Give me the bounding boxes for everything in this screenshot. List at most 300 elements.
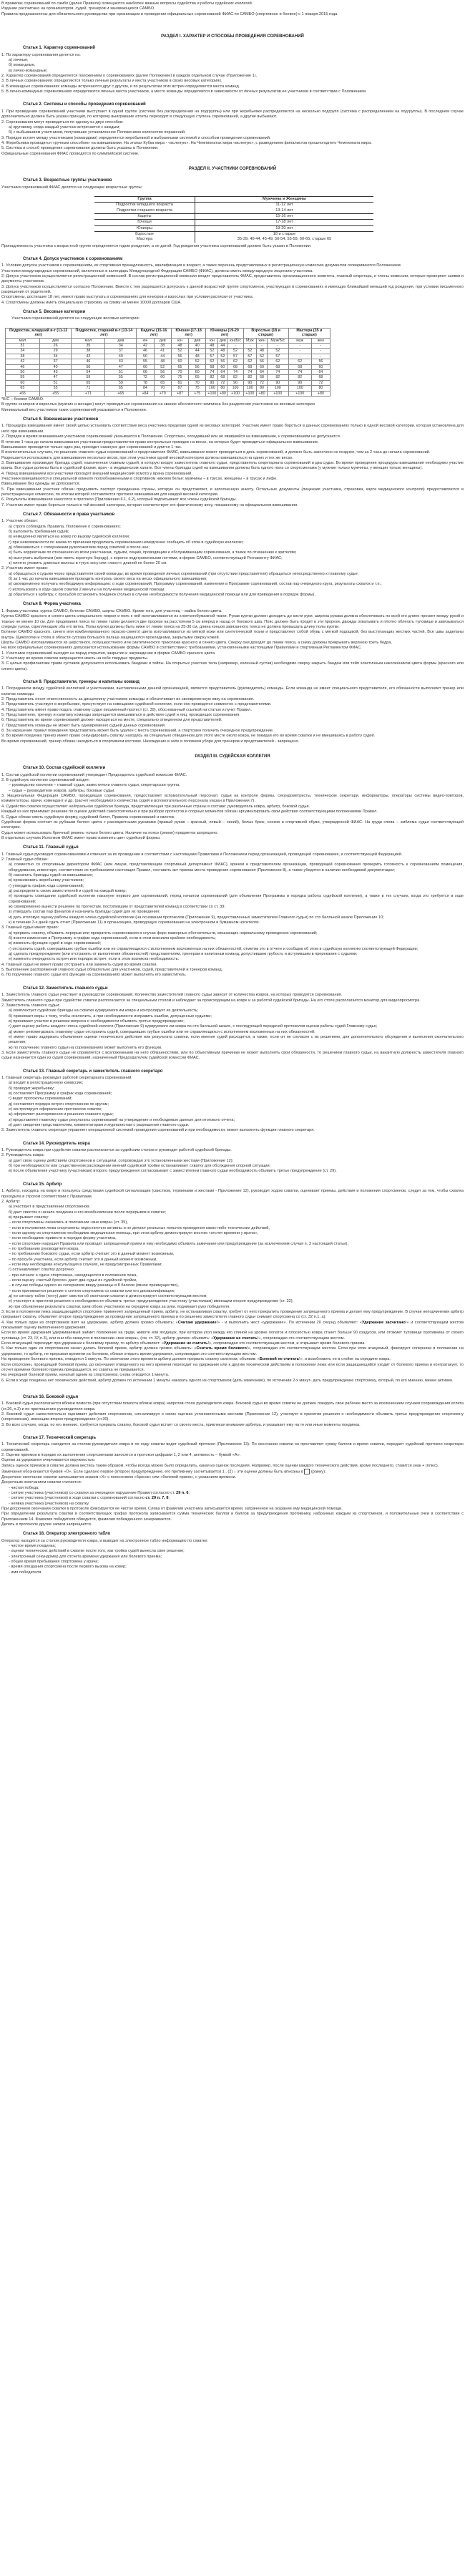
table-cell: 37 — [105, 349, 137, 354]
paragraph: Официальные соревнования ФИАС проводятся по олимпийской системе. — [1, 151, 140, 156]
table-cell: 42 — [137, 344, 154, 349]
paragraph: 5. Судья обязан иметь судейскую форму, судейский билет, Правила соревнований и свисток. — [1, 815, 175, 820]
weight-categories-table — [5, 328, 331, 397]
list-item: б) командные, — [9, 63, 36, 68]
article-body — [1, 519, 464, 598]
table-cell: 62 — [288, 359, 311, 364]
table-cell: - — [311, 344, 330, 349]
list-item: – в случае победы одного из соперников ввиду разницы в 8 баллов (явное преимущество), — [9, 1283, 179, 1288]
paragraph: 2. В судейскую коллегию соревнований входят: — [1, 778, 90, 783]
list-item: а) участвует в представлении спортсменов; — [9, 1205, 90, 1210]
list-item: б) принимает меры к тому, чтобы исключить, а при необходимости исправить ошибки, допущенные судьями; — [9, 1014, 212, 1019]
intro — [1, 1, 464, 17]
table-cell: 46 — [72, 359, 105, 364]
table-cell: 82 — [243, 375, 257, 380]
table-cell: 52 — [218, 354, 227, 359]
section-title: РАЗДЕЛ III. СУДЕЙСКАЯ КОЛЛЕГИЯ — [195, 754, 270, 759]
table-cell: 70 — [171, 370, 188, 375]
table-cell: 74 — [206, 370, 218, 375]
table-cell: 48 — [154, 359, 171, 364]
table-cell: 74 — [268, 370, 289, 375]
paragraph: Замечания обозначаются буквой «О». Если сделано первое (второе) предупреждение, его противнику засчитывается 1 , (2) – эти оценки должны быть вписаны в (рамку). — [1, 1469, 326, 1474]
paragraph: В исключительных случаях, по решению главного судьи соревнований и представителя ФИАС, взвешивание может проводиться в день соревнований, и должно быть закончено не позднее, чем за 2 часа до начала соревнований. — [1, 450, 431, 455]
paragraph: 4. Перед взвешиванием все участники проходят внешний медицинский осмотр у врача соревнований. — [1, 471, 192, 476]
table-cell: 72 — [311, 380, 330, 385]
table-cell: 44 — [189, 349, 206, 354]
table-cell: 55 — [105, 375, 137, 380]
table-row — [6, 391, 331, 396]
table-row — [94, 203, 373, 208]
intro-paragraph: Издание рассчитано на организаторов, судей, тренеров и занимающихся САМБО. — [1, 6, 155, 11]
table-cell: 90 — [288, 380, 311, 385]
table-cell: 57 — [227, 354, 243, 359]
table-cell: - — [227, 344, 243, 349]
table-row — [94, 225, 373, 231]
paragraph: 1. Руководитель ковра при судействе схватки располагается за судейским столом и руководит работой судейской бригады. — [1, 1148, 232, 1153]
table-cell: 35 — [72, 344, 105, 349]
paragraph: 3. Национальная Федерация САМБО, проводящая соревнования, предоставляет вспомогательный персонал: судьи на контроле формы, секундометристы, технические секретари, информаторы, операторы системы видео-повторов, комментаторы, врачи, комендант и др. (расчет необходимого количества судей и вспомогательного персонала указан в Приложении 7). — [1, 794, 464, 804]
list-item: е) контролирует оформление протоколов схваток; — [9, 1107, 102, 1112]
list-item: е) участвует в принятии решения о необходимости объявить третье предупреждение участнику (участникам) имеющим второе предупреждение (ст. 32); — [9, 1299, 294, 1304]
table-row — [94, 213, 373, 219]
table-cell: 31 — [6, 344, 40, 349]
paragraph: 2. Порядок и время взвешивания участников соревнований указывается в Положении. Спортсмен, опоздавший или не явившийся на взвешивание, к соревнованиям не допускается. — [1, 434, 341, 439]
table-cell: 54 — [72, 370, 105, 375]
list-item: а) строго соблюдать Правила, Положение о соревнованиях; — [9, 524, 121, 529]
paragraph: 5. Как только один из спортсменов начал делать болевой прием, арбитр должен громко объявить: «Считать время болевого!», сопровождая это соответствующим жестом. Если при этом атакуемый, фиксирует соперника в положении на удержании, то арбитр, не прерывая времени на болевом, обязан открыть время удержания, сопровождая это соответствующим жестом. — [1, 1346, 464, 1356]
list-item: а) дает свою оценку действиям спортсменов и ситуациям, сопровождая это установленными жестами (Приложение 12); — [9, 1158, 234, 1163]
table-cell: 60 — [257, 364, 268, 369]
article-body — [1, 1148, 464, 1175]
table-cell: +80 — [218, 391, 227, 396]
paragraph: 3. Взвешивание производит бригада судей, назначенная главным судьей, в которую входят заместитель главного судьи, представитель секретариата соревнований и два судьи. Во время проведения процедуры взвешивания необходимо участие врача. Все судьи должны быть в судейской форме, врач - в медицинском халате. Все члены бригады судей на взвешивании должны быть одного пола со спортсменами (у мужчин только мужчины, у женщин только женщины). — [1, 460, 464, 471]
paragraph: 2. Представитель несет ответственность за дисциплину участников команды и обеспечивает их своевременную явку на соревнования. — [1, 696, 255, 701]
table-cell: 41 — [154, 349, 171, 354]
paragraph: На проведение болевого приема, отводится 1 минута. По окончании этого времени арбитр должен прервать схватку свистком, объявив: «Болевой не считать!», и возобновить ее в стойке на середине ковра. — [1, 1357, 391, 1362]
table-cell: 57 — [268, 354, 289, 359]
table-cell: 70 — [189, 380, 206, 385]
paragraph: 4. В командных соревнованиях команды встречаются друг с другом, и по результатам этих встреч определяются места команд. — [1, 84, 240, 89]
table-cell: 100 — [243, 386, 257, 391]
table-cell: 34 — [105, 344, 137, 349]
article-body — [1, 1076, 464, 1134]
table-cell: 64 — [311, 370, 330, 375]
paragraph: 4. Жеребьевка проводится «ручным способом» на взвешивании. На этапах Кубка мира - «вслепую». На Чемпионатах мира «вслепую», с разведением финалистов прошлогоднего Чемпионата мира. — [1, 140, 372, 145]
list-item: б) выполнять требования судей; — [9, 530, 69, 534]
sub-header: жен — [311, 338, 330, 343]
table-cell: 90 — [243, 380, 257, 385]
list-item: б) внести изменения в Программу и график хода соревнований, если в этом возникла крайняя необходимость; — [9, 936, 216, 941]
table-cell: 52 — [227, 349, 243, 354]
table-cell: 52 — [257, 354, 268, 359]
table-cell: 52 — [206, 349, 218, 354]
table-cell: 80 — [257, 386, 268, 391]
paragraph: Заместитель главного судьи при судействе схватки располагается за специальным столом и наблюдает за происходящим на ковре и за работой судейской бригады. На его столе располагается монитор для видеопросмотра. — [1, 998, 421, 1003]
table-cell: 68 — [311, 375, 330, 380]
table-cell: 82 — [227, 375, 243, 380]
paragraph: 1. Условия допуска участников к соревнованиям, их спортивная принадлежность, квалификация и возраст, а также перечень представляемых в регистрационную комиссию документов оговариваются Положением. — [1, 263, 402, 268]
table-cell: 18 и старше — [273, 232, 296, 236]
article-note: Принадлежность участника к возрастной группе определяется годом рождения, а не датой. Год рождения участника соревнований должен быть указан в Положении. — [1, 243, 312, 248]
list-item: – руководство коллегии – главный судья, заместители главного судьи, секретарская группа; — [9, 783, 180, 788]
list-item: ж) оформляет распоряжения и решения главного судьи; — [9, 1112, 114, 1117]
list-item: – если оценку «чистый бросок» дают два судьи из судейской тройки, — [9, 1278, 137, 1283]
paragraph: 3. Порядок встреч между участниками (командами) определяется жеребьевкой и выбранными системой и способом проведения соревнований. — [1, 135, 271, 140]
list-item: г) отстранить судей, совершивших грубые ошибки или не справляющихся с исполнением возложенных на них обязанностей, отметив это в отчете и сообщив об этом в судейскую коллегию соответствующей Федерации; — [9, 946, 418, 951]
paragraph: 1. Участники соревнований выходят на парад открытия, закрытия и награждение в форме САМБО красного цвета. — [1, 651, 216, 656]
article-body — [1, 424, 464, 508]
list-item: а) круговому, когда каждый участник встречается с каждым; — [9, 125, 120, 130]
list-item: а) личные; — [9, 58, 29, 63]
table-cell: 100 — [227, 386, 243, 391]
list-item: - время опоздания спортсмена после первого вызова на ковер; — [9, 1565, 127, 1570]
list-item: г) ведет протоколы соревнований; — [9, 1097, 73, 1102]
paragraph: Куртка САМБО красного и синего цвета специального покроя и пояс к ней изготавливаются из хлопчатобумажной ткани. Рукав куртки должен доходить до кисти руки, ширина рукава должна обеспечивать по всей его длине просвет между рукой и тканью не менее 10 см. Для продевания пояса по линии талии делаются две прорези на расстоянии 5 см вперед и назад от бокового шва. Пояс должен быть продет в эти прорези, дважды охватывать и плотно облегать туловище и завязываться спереди узлом, скрепляющим оба его витка. Полы куртки должны быть ниже от линии пояса на 25-30 см, длина концов завязанного пояса не должна превышать длину полы куртки. — [1, 614, 464, 629]
paragraph: Ботинки САМБО красного, синего или комбинированного (красно-синего) цвета изготавливаются из мягкой кожи или синтетической ткани и представляют собой обувь с мягкой подошвой, без выступающих жестких частей. Все швы заделаны внутрь. Щиколотки и стопа в области сустава большого пальца защищаются прокладками, закрытыми сверху кожей. — [1, 630, 464, 640]
table-cell: +80 — [311, 391, 330, 396]
sub-header: дев — [218, 338, 227, 343]
list-item: - снятие участника (участников) со схватки за очередное нарушение Правил согласно ст. 29 п. 6; — [9, 1490, 190, 1495]
paragraph: 9. Во время поединка тренер имеет право секундировать схватку, находясь на специально отведенном для этого месте около ковра, не покидая его во время схватки и не вмешиваясь в работу судей. — [1, 734, 376, 739]
table-cell: 90 — [227, 380, 243, 385]
article-body — [1, 773, 464, 841]
table-row — [6, 386, 331, 391]
table-cell: 65 — [72, 380, 105, 385]
article-title: Статья 4. Допуск участников к соревнованиям — [23, 257, 123, 262]
paragraph: 2. Арбитр: — [1, 1199, 21, 1204]
list-item: - имя победителя. — [9, 1570, 42, 1575]
list-item: - чистая победа; — [9, 1485, 39, 1490]
table-cell: 60 — [171, 359, 188, 364]
paragraph: 5. Представителю, тренеру и капитану команды запрещается вмешиваться в действия судей и лиц, проводящих соревнования. — [1, 713, 240, 717]
paragraph: Досрочным окончанием схватки считается: — [1, 1480, 82, 1485]
table-cell: 43 — [39, 370, 72, 375]
table-cell: 100 — [288, 386, 311, 391]
group-header: Кадеты (15-16 лет) — [137, 328, 172, 338]
article-body — [1, 1401, 464, 1428]
table-cell: 56 — [189, 364, 206, 369]
table-cell: 48 — [189, 354, 206, 359]
intro-paragraph: Правила предназначены для обязательного руководства при организации и проведении официальных соревнований ФИАС по САМБО (спортивное и боевое) с 1 января 2015 года. — [1, 11, 338, 16]
table-cell: 68 — [257, 375, 268, 380]
list-item: в) прерывает схватку: — [9, 1215, 49, 1220]
table-row — [6, 359, 331, 364]
table-cell: 75 — [171, 375, 188, 380]
table-cell: 60 — [137, 364, 154, 369]
paragraph: Оценки за удержания очерчиваются окружностью. — [1, 1458, 96, 1463]
list-item: б) проводит жеребьевку; — [9, 1086, 55, 1091]
article-body — [1, 1539, 464, 1575]
table-row — [94, 220, 373, 225]
table-cell: Взрослые — [94, 232, 195, 238]
table-cell: 56 — [171, 354, 188, 359]
paragraph: 2. Руководитель ковра: — [1, 1153, 45, 1158]
table-row — [6, 349, 331, 354]
table-cell: 11-12 лет — [275, 203, 293, 208]
list-item: – если принимается решение о снятии спортсмена со схватки или его дисквалификации; — [9, 1288, 175, 1293]
list-item: г) при невозможности по каким-то причинам продолжать соревнования немедленно сообщить об этом в судейскую коллегию; — [9, 540, 244, 545]
list-item: а) обращаться к судьям через представителя своей команды; во время проведения личных соревнований (при отсутствии представителя) обращаться непосредственно к главному судье; — [9, 571, 359, 576]
table-cell: Подростки младшего возраста — [94, 203, 195, 208]
section-title: РАЗДЕЛ I. ХАРАКТЕР И СПОСОБЫ ПРОВЕДЕНИЯ СОРЕВНОВАНИЙ — [161, 34, 304, 39]
article-title: Статья 13. Главный секретарь и заместитель главного секретаря — [23, 1069, 163, 1074]
article-note: В группе юниоров и взрослых (мужчин и женщин) могут проводиться соревнования на звание абсолютного чемпиона без разделения участников на весовые категории — [1, 402, 315, 407]
table-cell: 52 — [189, 359, 206, 364]
table-cell: 64 — [257, 370, 268, 375]
paragraph: 1. Заместитель главного судьи участвует в руководстве соревнований. Количество заместителей главного судьи зависит от количества ковров, на которых проводятся соревнования. — [1, 993, 343, 998]
paragraph: 3. Допуск участников осуществляется согласно Положению. Вместе с тем разрешается допускать к данной возрастной группе спортсменов, участвующих в соревнованиях и имеющих ближайший меньший год рождения, при условии письменного разрешения от родителей. — [1, 284, 464, 295]
list-item: б) дает свисток о начале поединка и его возобновлении после перерывов в схватке; — [9, 1210, 166, 1215]
paragraph: 1. Процедура взвешивания имеет своей целью установить соответствие веса участника пределам одной из весовых категорий. Участник имеет право бороться в данных соревнованиях только в одной весовой категории, которая установлена для него при взвешивании. — [1, 424, 464, 434]
table-row — [6, 380, 331, 385]
paragraph: 2. Заместитель главного судьи: — [1, 1003, 60, 1008]
paragraph: 2. Главный судья обязан: — [1, 857, 49, 862]
paragraph: Делать в протоколе другие записи запрещается. — [1, 1522, 92, 1527]
table-cell: 59 — [72, 375, 105, 380]
table-row — [6, 375, 331, 380]
table-cell: 65 — [189, 375, 206, 380]
table-cell: +80 — [257, 391, 268, 396]
article-intro: Участники соревнований делятся на следующие весовые категории: — [11, 316, 140, 321]
table-cell: 64 — [218, 370, 227, 375]
table-cell: - — [243, 344, 257, 349]
table-cell: +70 — [154, 391, 171, 396]
table-cell: - — [288, 344, 311, 349]
paragraph: 3. Если в положении лежа защищающийся спортсмен применяет запрещенный прием, арбитр, не останавливая схватку, требует от него прекратить проведение запрещенного приема и делает ему предупреждение. В случае неподчинения арбитр прерывает схватку, объявляет второе предупреждение за проведение запрещенного приема и по решению заместителя главного судьи снимает спортсмена со (ст. 32 п.1, а). — [1, 1310, 464, 1320]
table-cell: 62 — [268, 359, 289, 364]
paragraph: 3. Главный судья имеет право: — [1, 925, 59, 930]
paragraph: 8. За нарушение правил поведения представитель может быть удален с места соревнований, а спортсмен получить очередное предупреждение. — [1, 729, 274, 734]
list-item: а) комплектует судейские бригады на схватки курируемого им ковра и контролирует их деятельность; — [9, 1008, 199, 1014]
table-cell: 65 — [105, 386, 137, 391]
list-item: д) может рекомендовать главному судье отстранить судей, совершивших грубые ошибки или не справляющихся с исполнением возложенных на них обязанностей; — [9, 1029, 315, 1034]
table-cell: +84 — [137, 391, 154, 396]
list-item: з) плотно уложить длинные волосы в тугую косу или «хвост» длиной не более 20 см. — [9, 561, 167, 566]
table-cell: +55 — [39, 391, 72, 396]
table-cell: 78 — [137, 380, 154, 385]
table-cell: 56 — [257, 359, 268, 364]
table-cell: 68 — [227, 364, 243, 369]
table-cell: +65 — [105, 391, 137, 396]
table-cell: 65 — [154, 380, 171, 385]
paragraph: 1. По характеру соревнования делятся на: — [1, 52, 81, 57]
list-item: – если спортсмены оказались в положении «вне ковра» (ст. 35), — [9, 1220, 128, 1225]
table-cell: 56 — [311, 359, 330, 364]
table-cell: 82 — [288, 375, 311, 380]
table-cell: 42 — [72, 354, 105, 359]
article-note: Минимальный вес участников таких соревнований указывается в Положении. — [1, 407, 147, 412]
table-cell: 19-20 лет — [195, 225, 374, 231]
article-title: Статья 17. Технический секретарь — [23, 1435, 97, 1440]
paragraph: В отдельных случаях Исполком ФИАС имеет право изменить цвет судейской формы. — [1, 835, 161, 840]
list-item: – при сигнале о сдаче спортсмена, находящегося в положении лежа, — [9, 1273, 138, 1278]
list-item: а) входит в регистрационную комиссию; — [9, 1081, 84, 1086]
table-footnote: *Б/С – боевое САМБО. — [1, 397, 44, 402]
table-cell: 68 — [218, 375, 227, 380]
table-cell: 44 — [218, 344, 227, 349]
table-cell: Мастера — [94, 237, 195, 242]
article-body — [1, 1189, 464, 1384]
sub-header: Муж/Б/с — [268, 338, 289, 343]
list-item: – по просьбе участника, если арбитр считает это в данный момент возможным, — [9, 1257, 157, 1262]
table-cell: 50 — [6, 370, 40, 375]
table-cell: Юноши — [94, 220, 195, 225]
list-item: в) своевременно получать необходимую информацию: о ходе соревнований, Программу соревнований, изменения в Программе соревнований, состав пар очередного круга, результаты схваток и т.п.; — [9, 582, 382, 587]
paragraph: Досрочное окончание схватки записывается знаком «Х» с пояснением «бросок» или «болевой прием», с указанием времени. — [1, 1474, 237, 1479]
paragraph: 6. Представитель во время соревнований должен находиться на месте, специально отведенном для представителей. — [1, 718, 222, 723]
list-item: д) составляет порядок встреч спортсменов по кругам; — [9, 1102, 109, 1107]
table-cell: 82 — [206, 375, 218, 380]
list-item: – судьи – руководители ковров, арбитры, боковые судьи. — [9, 788, 115, 793]
table-cell: 74 — [243, 370, 257, 375]
list-item: - снятие участника (участников) в ходе схватки с соревнований согласно ст. 29 п. 7, 8; — [9, 1496, 170, 1501]
table-cell: 38 — [6, 354, 40, 359]
article-title: Статья 18. Оператор электронного табло — [23, 1532, 111, 1537]
table-cell: +71 — [72, 391, 105, 396]
list-item: и) дать итоговую оценку работы каждого члена судейской коллегии (на основании протоколов (Приложение 9), предоставленных заместителем Главного судьи) по сто балльной шкале Приложение 10; — [9, 915, 384, 920]
list-item: - неявка участника (участников) на схватку. — [9, 1501, 89, 1506]
paragraph: 1. Участник обязан: — [1, 519, 38, 524]
list-item: – по требованию руководителя ковра, — [9, 1246, 79, 1251]
list-item: г) останавливает схватку досрочно: — [9, 1268, 75, 1273]
sub-header: жен — [257, 338, 268, 343]
group-header: Юниоры (19-20 лет) — [206, 328, 243, 338]
article-body — [1, 852, 464, 978]
sub-header: дев — [189, 338, 206, 343]
paragraph: 6. Если в ходе поединка нет технических действий, арбитр должен по истечении 1 минуты наказать одного из спортсменов (дать замечание), по истечении 2-х минут- дать предупреждение спортсмену, который, по его мнению, менее активен. — [1, 1378, 454, 1383]
table-cell: 55 — [6, 375, 40, 380]
group-header: Юноши (17-18 лет) — [171, 328, 206, 338]
section-title: РАЗДЕЛ II. УЧАСТНИКИ СОРЕВНОВАНИЙ — [188, 166, 277, 171]
table-cell: +100 — [288, 391, 311, 396]
table-cell: 40 — [39, 364, 72, 369]
table-cell: 65 — [171, 364, 188, 369]
paragraph: Шорты САМБО изготавливаются из шерстяного, полушерстяного или синтетического трикотажа красного и синего цвета. Сверху они доходят до линии пояса, а снизу должны прикрывать верхнюю треть бедра. — [1, 640, 393, 645]
table-cell: 60 — [189, 370, 206, 375]
table-cell: 50 — [137, 354, 154, 359]
paragraph: 1. Форма участника: куртка САМБО, ботинки САМБО, шорты САМБО. Кроме того, для участниц – майка белого цвета. — [1, 608, 222, 613]
table-cell: 17-18 лет — [195, 220, 374, 225]
table-cell: 40 — [189, 344, 206, 349]
paragraph: 7. Участник имеет право бороться только в той весовой категории, которая соответствует его фактическому весу, показанному на официальном взвешивании. — [1, 502, 298, 507]
list-item: з) утвердить состав пар финалов и назначить бригады судей для их проведения; — [9, 910, 160, 915]
paragraph: 3. С целью профилактики травм суставов допускается использовать бандажи и тейпы. На открытых участках тела (например, коленный сустав) необходимо сверху закрыть бандаж или тейп эластичным наколенником цвета формы (красного или синего цвета). — [1, 661, 464, 671]
article-title: Статья 3. Возрастные группы участников — [23, 178, 112, 183]
table-cell: 60 — [154, 375, 171, 380]
paragraph: При определении результата схватки в соответствующих графах протокола записывается сумма технических баллов и баллов за предупреждения противнику, набранных каждым из спортсменов, и положительные очки в соответствии с Приложением 14. Фамилия победителя обводится, фамилия побежденного зачеркивается. — [1, 1512, 464, 1522]
list-item: ж) выступать выбритым (или иметь короткую бороду), с коротко подстриженными ногтями, в форме САМБО, соответствующей Регламенту ФИАС; — [9, 555, 283, 560]
table-cell: 74 — [227, 370, 243, 375]
table-cell: 72 — [137, 375, 154, 380]
table-cell: 62 — [227, 359, 243, 364]
table-cell: 38 — [154, 344, 171, 349]
list-item: а) совместно со спортивным директором ФИАС (или лицом, представляющим спортивный департамент ФИАС), врачом и представителем организации, проводящей соревнования проверить готовность к соревнованиям помещения, оборудования, инвентаря, соответствие их требованиям настоящих Правил, составить акт приема места проведения соревнования (Приложение 8), а также убедится в наличии необходимой документации; — [9, 862, 464, 873]
paragraph: 1. Технический секретарь находится за столом руководителя ковра и по ходу схватки ведет судейский протокол (Приложение 13). По окончании схватки он проставляет сумму баллов и время схватки, передает судейский протокол секретарю соревнований. — [1, 1442, 464, 1452]
paragraph: Взвешивание проводится только один раз, проходит накануне дня соревнований и длится 1 час. — [1, 444, 182, 449]
paragraph: При досрочном окончании схватки в протоколе фиксируется ее чистое время. Слева от фамилии участника записывается время, затраченное на оказание ему медицинской помощи. — [1, 1506, 343, 1511]
table-cell: 35-39, 40-44, 45-49, 50-54, 55-59, 60-65, старше 65 — [237, 237, 332, 242]
paragraph: Взвешивание без одежды не допускается. — [1, 482, 81, 487]
table-cell: 60 — [311, 364, 330, 369]
paragraph: Оператор находится за столом руководителя ковра, и выводит на электронное табло информацию по схватке: — [1, 1538, 209, 1543]
table-cell: 48 — [218, 349, 227, 354]
table-cell: 60 — [218, 364, 227, 369]
list-item: - чистое время поединка; — [9, 1543, 56, 1548]
list-item: в) организовать жеребьевку участников; — [9, 878, 84, 883]
paragraph: 7. Представитель команды не может быть одновременно судьей данных соревнований. — [1, 723, 166, 728]
table-row — [94, 237, 373, 242]
table-cell: 84 — [137, 386, 154, 391]
paragraph: 2. Характер соревнований определяется положением о соревнованиях (далее Положение) в каждом отдельном случае (Приложение 1). — [1, 74, 258, 79]
table-cell: 71 — [72, 386, 105, 391]
table-cell: 62 — [243, 359, 257, 364]
list-item: б) назначить бригады судей на взвешивание; — [9, 873, 93, 878]
table-cell: 82 — [268, 375, 289, 380]
table-cell: - — [268, 344, 289, 349]
paragraph: 2. Оценки приемов в порядке их выполнения спортсменами заносятся в протокол цифрами 1, 2 или 4, активность – буквой «А». — [1, 1452, 241, 1457]
list-item: е) быть корректным по отношению ко всем участникам, судьям, лицам, проводящим и обслуживающим соревнования, а также по отношению к зрителям; — [9, 550, 297, 555]
article-title: Статья 15. Арбитр — [23, 1182, 62, 1187]
article-body — [1, 686, 464, 744]
table-cell: 46 — [6, 364, 40, 369]
article-title: Статья 11. Главный судья — [23, 845, 79, 850]
list-item: д) обратиться к арбитру, с просьбой остановить поединок (только в случае необходимости получения медицинской помощи или для приведения в порядок формы). — [9, 593, 315, 598]
table-cell: +100 — [243, 391, 257, 396]
paragraph: В течение 1 часа до начала взвешивания участникам предоставляется право контрольных прикидок на весах, на которых будет проводиться официальное взвешивание. — [1, 439, 319, 444]
table-cell: 51 — [105, 370, 137, 375]
table-cell: 68 — [288, 364, 311, 369]
table-cell: 48 — [257, 349, 268, 354]
list-item: в) лично-командные; — [9, 68, 48, 73]
table-cell: +100 — [268, 391, 289, 396]
list-item: - электронный секундомер для отсчета времени удержания или болевого приема; — [9, 1554, 162, 1559]
table-cell: 55 — [137, 359, 154, 364]
table-cell: 56 — [218, 359, 227, 364]
article-body — [1, 1442, 464, 1527]
table-cell: 47 — [39, 375, 72, 380]
article-title: Статья 1. Характер соревнований — [23, 46, 95, 51]
list-item: б) при необходимости или существенном расхождении мнений судейской тройки останавливает схватку для обсуждения спорной ситуации; — [9, 1164, 271, 1169]
intro-paragraph: В правилах соревнований по самбо (далее Правила) освещаются наиболее важные вопросы судейства и работы судейских коллегий. — [1, 1, 253, 6]
table-row — [6, 344, 331, 349]
table-cell: - — [257, 344, 268, 349]
paragraph: 1. Состав судейской коллегии соревнований утверждает Председатель судейской комиссии ФИАС. — [1, 772, 187, 777]
list-item: г) утвердить график хода соревнований; — [9, 883, 84, 888]
paragraph: Спортсмены, достигшие 18 лет, имеют право выступать в соревнованиях для юниоров и взрослых при условии расписки от участника. — [1, 295, 254, 300]
sub-header: Муж — [243, 338, 257, 343]
list-item: е) имеет право задержать объявление оценки технического действия или результата схватки, если мнения судей расходятся, а также, если он не согласен с их решением, для дополнительного обсуждения и вынесения окончательного решения; — [9, 1034, 464, 1045]
article-title: Статья 10. Состав судейской коллегии — [23, 766, 106, 771]
table-cell: - — [288, 349, 311, 354]
table-cell: +75 — [189, 391, 206, 396]
table-row — [6, 364, 331, 369]
table-cell: 59 — [105, 380, 137, 385]
paragraph: Если спортсмен, проводящий болевой прием, до окончания отведенного на него времени переходит на удержание или к другим техническим действиям в положении лежа или если защищающийся уходит от болевого приема и контратакует, то отсчет времени болевого приема прекращается, но схватка не прерывается. — [1, 1362, 464, 1372]
table-cell: +65 — [6, 391, 40, 396]
sub-header: муж — [288, 338, 311, 343]
table-cell: 72 — [218, 380, 227, 385]
list-item: - общее время пребывания спортсмена у врача; — [9, 1559, 99, 1564]
article-body — [1, 53, 464, 95]
list-item: – если ему необходима консультация в случаях, не предусмотренных Правилами; — [9, 1262, 162, 1267]
table-cell: 57 — [243, 354, 257, 359]
list-item: д) распределить своих заместителей и судей на каждый ковер; — [9, 888, 127, 893]
paragraph: 5. Выполнение распоряжений главного судьи обязательно для участников, судей, представителей и тренеров команд. — [1, 968, 223, 973]
table-cell: 48 — [171, 344, 188, 349]
table-cell: 75 — [189, 386, 206, 391]
paragraph: 4. Главный судья не имеет право отстранить или заменить судей во время схватки. — [1, 962, 158, 967]
sub-header: дев — [105, 338, 137, 343]
